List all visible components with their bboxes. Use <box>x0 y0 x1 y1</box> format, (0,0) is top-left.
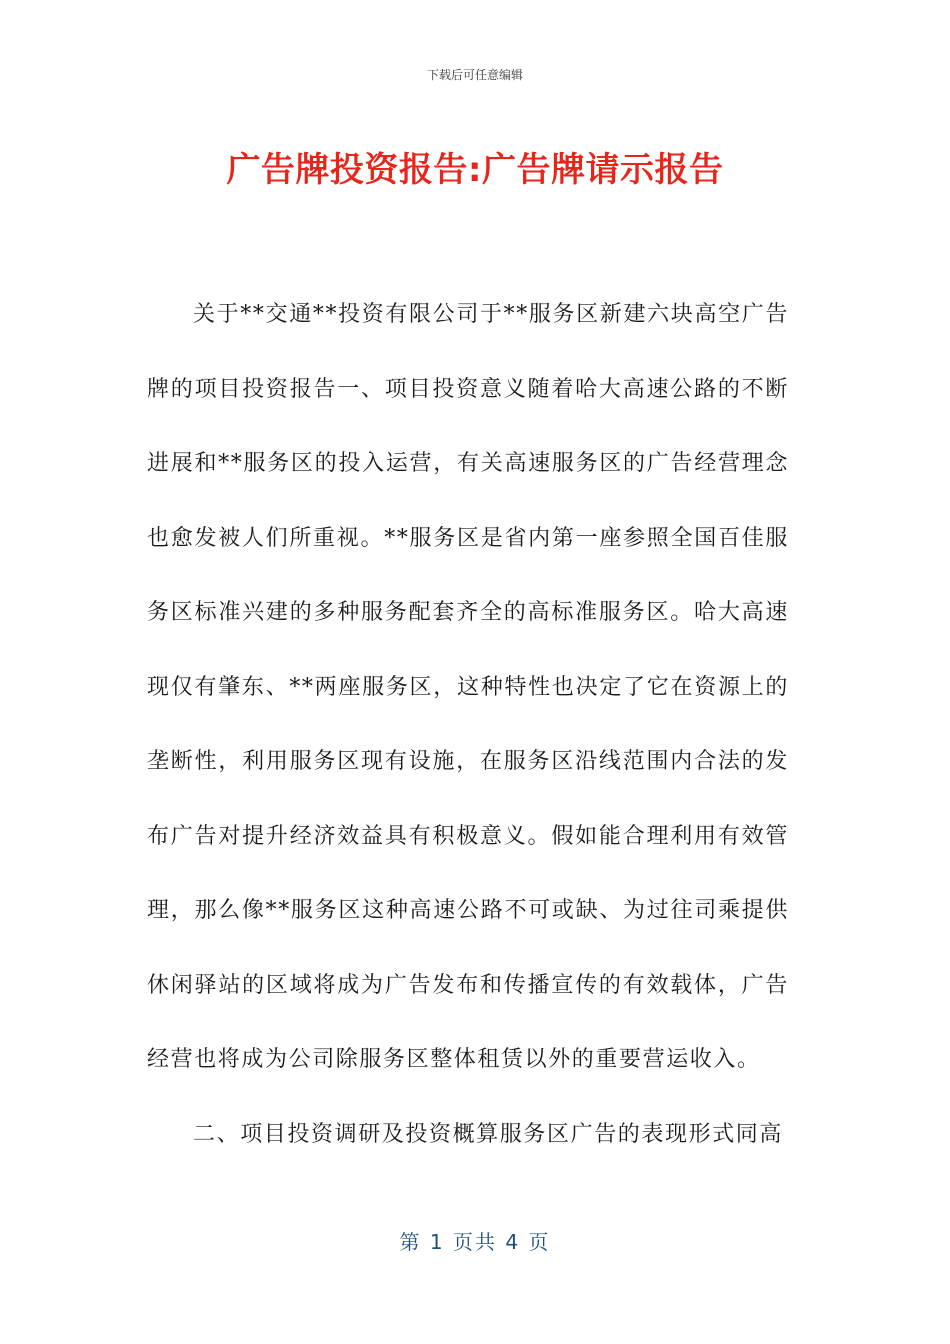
paragraph-1: 关于**交通**投资有限公司于**服务区新建六块高空广告牌的项目投资报告一、项目投资意义随着哈大高速公路的不断进展和**服务区的投入运营，有关高速服务区的广告经营理念也愈发被人们所重视。**服务区是省内第一座参照全国百佳服务区标准兴建的多种服务配套齐全的高标准服务区。哈大高速现仅有肇东、**两座服务区，这种特性也决定了它在资源上的垄断性，利用服务区现有设施，在服务区沿线范围内合法的发布广告对提升经济效益具有积极意义。假如能合理利用有效管理，那么像**服务区这种高速公路不可或缺、为过往司乘提供休闲驿站的区域将成为广告发布和传播宣传的有效载体，广告经营也将成为公司除服务区整体租赁以外的重要营运收入。 <box>147 302 789 1072</box>
paragraph-2: 二、项目投资调研及投资概算服务区广告的表现形式同高 <box>193 1121 784 1147</box>
document-title: 广告牌投资报告:广告牌请示报告 <box>226 150 724 190</box>
document-body <box>147 278 789 1172</box>
page-number-footer: 第 1 页共 4 页 <box>399 1230 551 1254</box>
page-header-note: 下载后可任意编辑 <box>426 68 523 82</box>
